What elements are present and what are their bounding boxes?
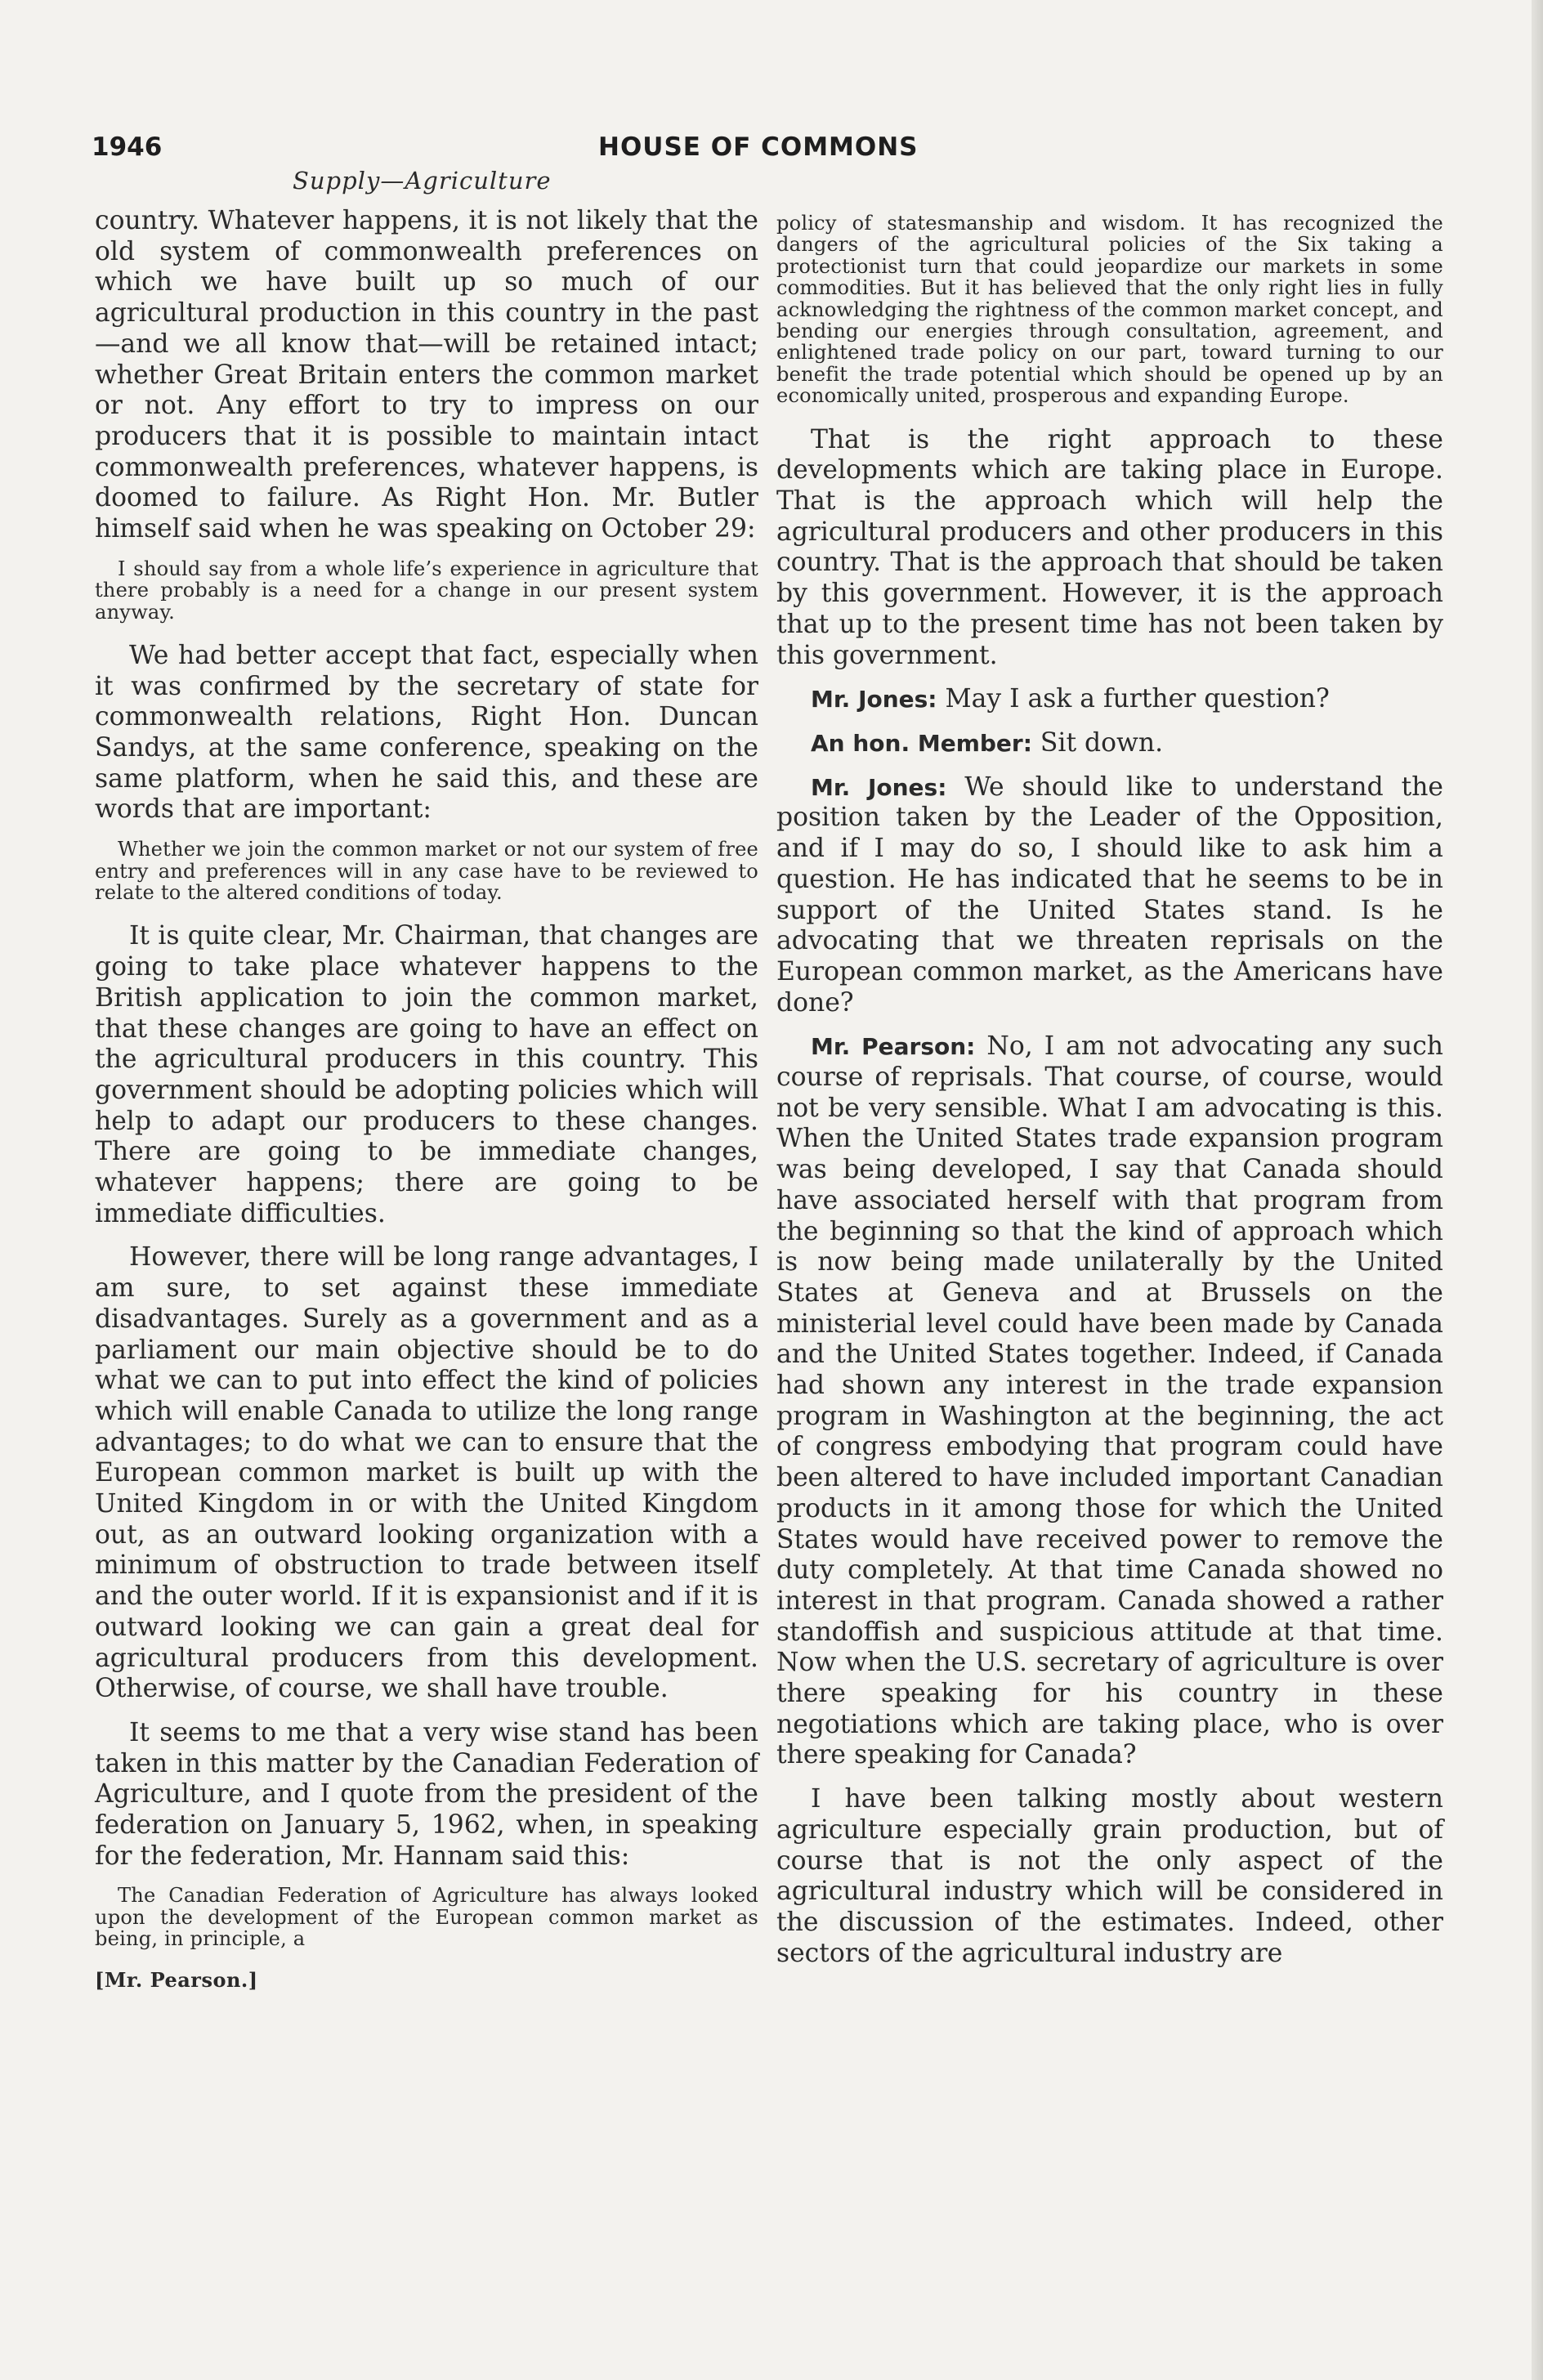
paragraph: It seems to me that a very wise stand has been taken in this matter by the Canadian Federation of Agriculture, and I quote from the president of the federation on January 5, 1962, when, in speaking for the federation, Mr. Hannam said this:: [95, 1717, 758, 1871]
page-edge: [1532, 0, 1543, 2380]
speech: [776, 772, 1443, 1019]
paragraph: That is the right approach to these developments which are taking place in Europe. That is the approach which will help the agricultural producers and other producers in this country. That is the approach that should be taken by this government. However, it is the approach that up to the present time has not been taken by this government.: [776, 424, 1443, 670]
block-quote: The Canadian Federation of Agriculture has always looked upon the development of the European common market as being, in principle, a: [95, 1884, 758, 1951]
speech-text: Sit down.: [1040, 727, 1164, 758]
page-header: [92, 131, 1448, 167]
running-head: HOUSE OF COMMONS: [598, 132, 919, 162]
speaker-name: Mr. Jones:: [811, 773, 947, 801]
left-column: [95, 206, 758, 1992]
paragraph: country. Whatever happens, it is not likely that the old system of commonwealth preferences on which we have built up so much of our agricultural production in this country in the past—and we all know that—will be retained intact; whether Great Britain enters the common market or not. Any effort to try to impress on our producers that it is possible to maintain intact commonwealth preferences, whatever happens, is doomed to failure. As Right Hon. Mr. Butler himself said when he was speaking on October 29:: [95, 206, 758, 544]
speaker-name: An hon. Member:: [811, 729, 1032, 757]
speech: [776, 728, 1443, 759]
speaker-attribution: [Mr. Pearson.]: [95, 1967, 258, 1992]
paragraph: However, there will be long range advantages, I am sure, to set against these immediate disadvantages. Surely as a government and as a parliament our main objective should be to do what we can to put into effect the kind of policies which will enable Canada to utilize the long range advantages; to do what we can to ensure that the European common market is built up with the United Kingdom in or with the United Kingdom out, as an outward looking organization with a minimum of obstruction to trade between itself and the outer world. If it is expansionist and if it is outward looking we can gain a great deal for agricultural producers from this development. Otherwise, of course, we shall have trouble.: [95, 1242, 758, 1704]
page-number: 1946: [92, 132, 163, 162]
block-quote: Whether we join the common market or not our system of free entry and preferences will in any case have to be reviewed to relate to the altered conditions of today.: [95, 838, 758, 904]
paragraph: I have been talking mostly about western agriculture especially grain production, but of course that is not the only aspect of the agricultural industry which will be considered in the discussion of the estimates. Indeed, other sectors of the agricultural industry are: [776, 1784, 1443, 1968]
speech: [776, 1031, 1443, 1771]
speech-text: No, I am not advocating any such course of reprisals. That course, of course, would not be very sensible. What I am advocating is this. When the United States trade expansion program was being developed, I say that Canada should have associated herself with that program from the beginning so that the kind of approach which is now being made unilaterally by the United States at Geneva and at Brussels on the ministerial level could have been made by Canada and the United States together. Indeed, if Canada had shown any interest in the trade expansion program in Washington at the beginning, the act of congress embodying that program could have been altered to have included important Canadian products in it among those for which the United States would have received power to remove the duty completely. At that time Canada showed no interest in that program. Canada showed a rather standoffish and suspicious attitude at that time. Now when the U.S. secretary of agriculture is over there speaking for his country in these negotiations which are taking place, who is over there speaking for Canada?: [776, 1031, 1443, 1770]
block-quote: I should say from a whole life’s experience in agriculture that there probably is a need for a change in our present system anyway.: [95, 557, 758, 624]
paragraph: It is quite clear, Mr. Chairman, that changes are going to take place whatever happens to the British application to join the common market, that these changes are going to have an effect on the agricultural producers in this country. This government should be adopting policies which will help to adapt our producers to these changes. There are going to be immediate changes, whatever happens; there are going to be immediate difficulties.: [95, 921, 758, 1228]
speech-text: May I ask a further question?: [945, 684, 1330, 714]
speech-text: We should like to understand the position taken by the Leader of the Opposition, and if I may do so, I should like to ask him a question. He has indicated that he seems to be in support of the United States stand. Is he advocating that we threaten reprisals on the European common market, as the Americans have done?: [776, 772, 1443, 1018]
speaker-name: Mr. Pearson:: [811, 1033, 976, 1061]
right-column: [776, 206, 1443, 1982]
speaker-name: Mr. Jones:: [811, 686, 937, 714]
block-quote-continued: policy of statesmanship and wisdom. It has recognized the dangers of the agricultural policies of the Six taking a protectionist turn that could jeopardize our markets in some commodities. But it has believed that the only right lies in fully acknowledging the rightness of the common market concept, and bending our energies through consultation, agreement, and enlightened trade policy on our part, toward turning to our benefit the trade potential which should be opened up by an economically united, prosperous and expanding Europe.: [776, 212, 1443, 408]
speech: [776, 684, 1443, 715]
section-title: Supply—Agriculture: [293, 167, 552, 195]
paragraph: We had better accept that fact, especially when it was confirmed by the secretary of state for commonwealth relations, Right Hon. Duncan Sandys, at the same conference, speaking on the same platform, when he said this, and these are words that are important:: [95, 640, 758, 825]
